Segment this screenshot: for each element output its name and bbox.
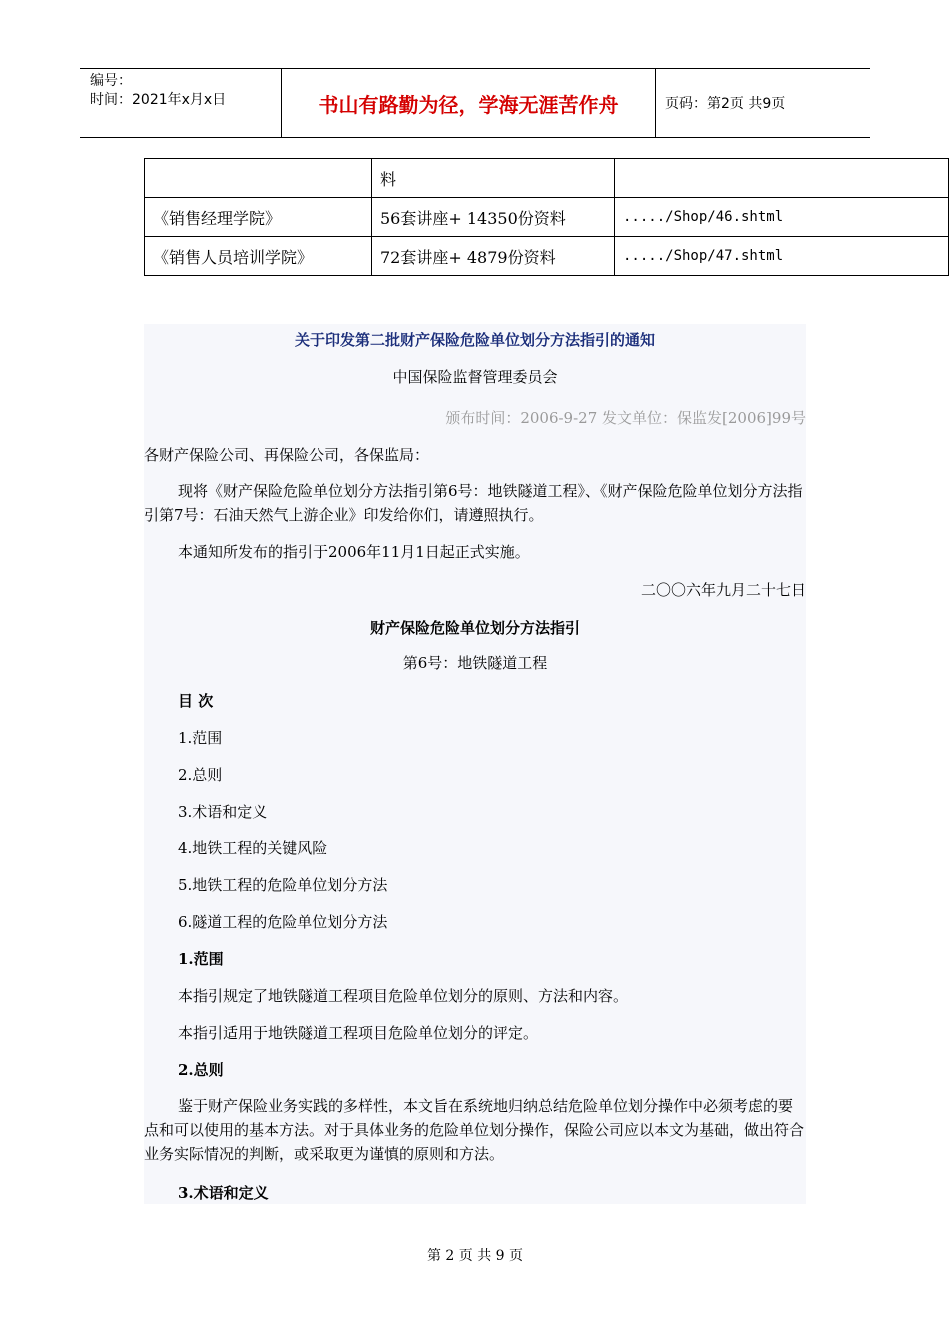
issuer: 中国保险监督管理委员会: [392, 368, 558, 386]
table-link[interactable]: ...../Shop/46.shtml: [615, 198, 949, 237]
guide-subtitle: 第6号：地铁隧道工程: [402, 654, 548, 672]
body-paragraph: 本通知所发布的指引于2006年11月1日起正式实施。: [178, 543, 530, 561]
page-footer: 第 2 页 共 9 页: [426, 1248, 524, 1264]
section-heading: 2.总则: [178, 1061, 224, 1079]
table-cell: 料: [372, 159, 615, 198]
table-row: [145, 237, 949, 276]
header-page-info: 页码：第2页 共9页: [665, 96, 786, 112]
table-row: [145, 159, 949, 198]
time-label: 时间：2021年x月x日: [90, 92, 227, 108]
table-cell: 《销售人员培训学院》: [145, 237, 372, 276]
toc-item: 5.地铁工程的危险单位划分方法: [178, 876, 388, 894]
body-paragraph: 鉴于财产保险业务实践的多样性，本文旨在系统地归纳总结危险单位划分操作中必须考虑的要点和可以使用的基本方法。对于具体业务的危险单位划分操作，保险公司应以本文为基础，做出符合业务实际情况的判断，或采取更为谨慎的原则和方法。: [144, 1097, 805, 1163]
table-cell: 56套讲座+ 14350份资料: [372, 198, 615, 237]
notice-date: 二〇〇六年九月二十七日: [640, 581, 806, 599]
table-cell: 72套讲座+ 4879份资料: [372, 237, 615, 276]
toc-item: 4.地铁工程的关键风险: [178, 839, 328, 857]
notice-title: 关于印发第二批财产保险危险单位划分方法指引的通知: [294, 331, 655, 349]
body-paragraph: 本指引规定了地铁隧道工程项目危险单位划分的原则、方法和内容。: [178, 987, 629, 1005]
body-paragraph: 现将《财产保险危险单位划分方法指引第6号：地铁隧道工程》、《财产保险危险单位划分方法指引第7号：石油天然气上游企业》印发给你们，请遵照执行。: [144, 482, 803, 524]
toc-item: 2.总则: [178, 766, 223, 784]
toc-item: 3.术语和定义: [178, 803, 268, 821]
publish-meta: 颁布时间：2006-9-27 发文单位：保监发[2006]99号: [445, 409, 806, 427]
table-row: [145, 198, 949, 237]
table-link[interactable]: ...../Shop/47.shtml: [615, 237, 949, 276]
page-header: [80, 68, 870, 138]
section-heading: 1.范围: [178, 950, 224, 968]
guide-title: 财产保险危险单位划分方法指引: [369, 619, 580, 637]
article: [144, 324, 806, 1204]
toc-item: 6.隧道工程的危险单位划分方法: [178, 913, 388, 931]
section-heading: 3.术语和定义: [178, 1184, 269, 1202]
body-paragraph: 本指引适用于地铁隧道工程项目危险单位划分的评定。: [178, 1024, 539, 1042]
table-cell: [145, 159, 372, 198]
header-meta: [90, 72, 226, 110]
toc-heading: 目 次: [178, 692, 214, 710]
header-motto: 书山有路勤为径，学海无涯苦作舟: [281, 69, 656, 137]
resource-table: [144, 158, 949, 276]
number-label: 编号：: [90, 73, 132, 89]
salutation: 各财产保险公司、再保险公司，各保监局：: [144, 446, 430, 464]
table-cell: [615, 159, 949, 198]
table-cell: 《销售经理学院》: [145, 198, 372, 237]
toc-item: 1.范围: [178, 729, 223, 747]
